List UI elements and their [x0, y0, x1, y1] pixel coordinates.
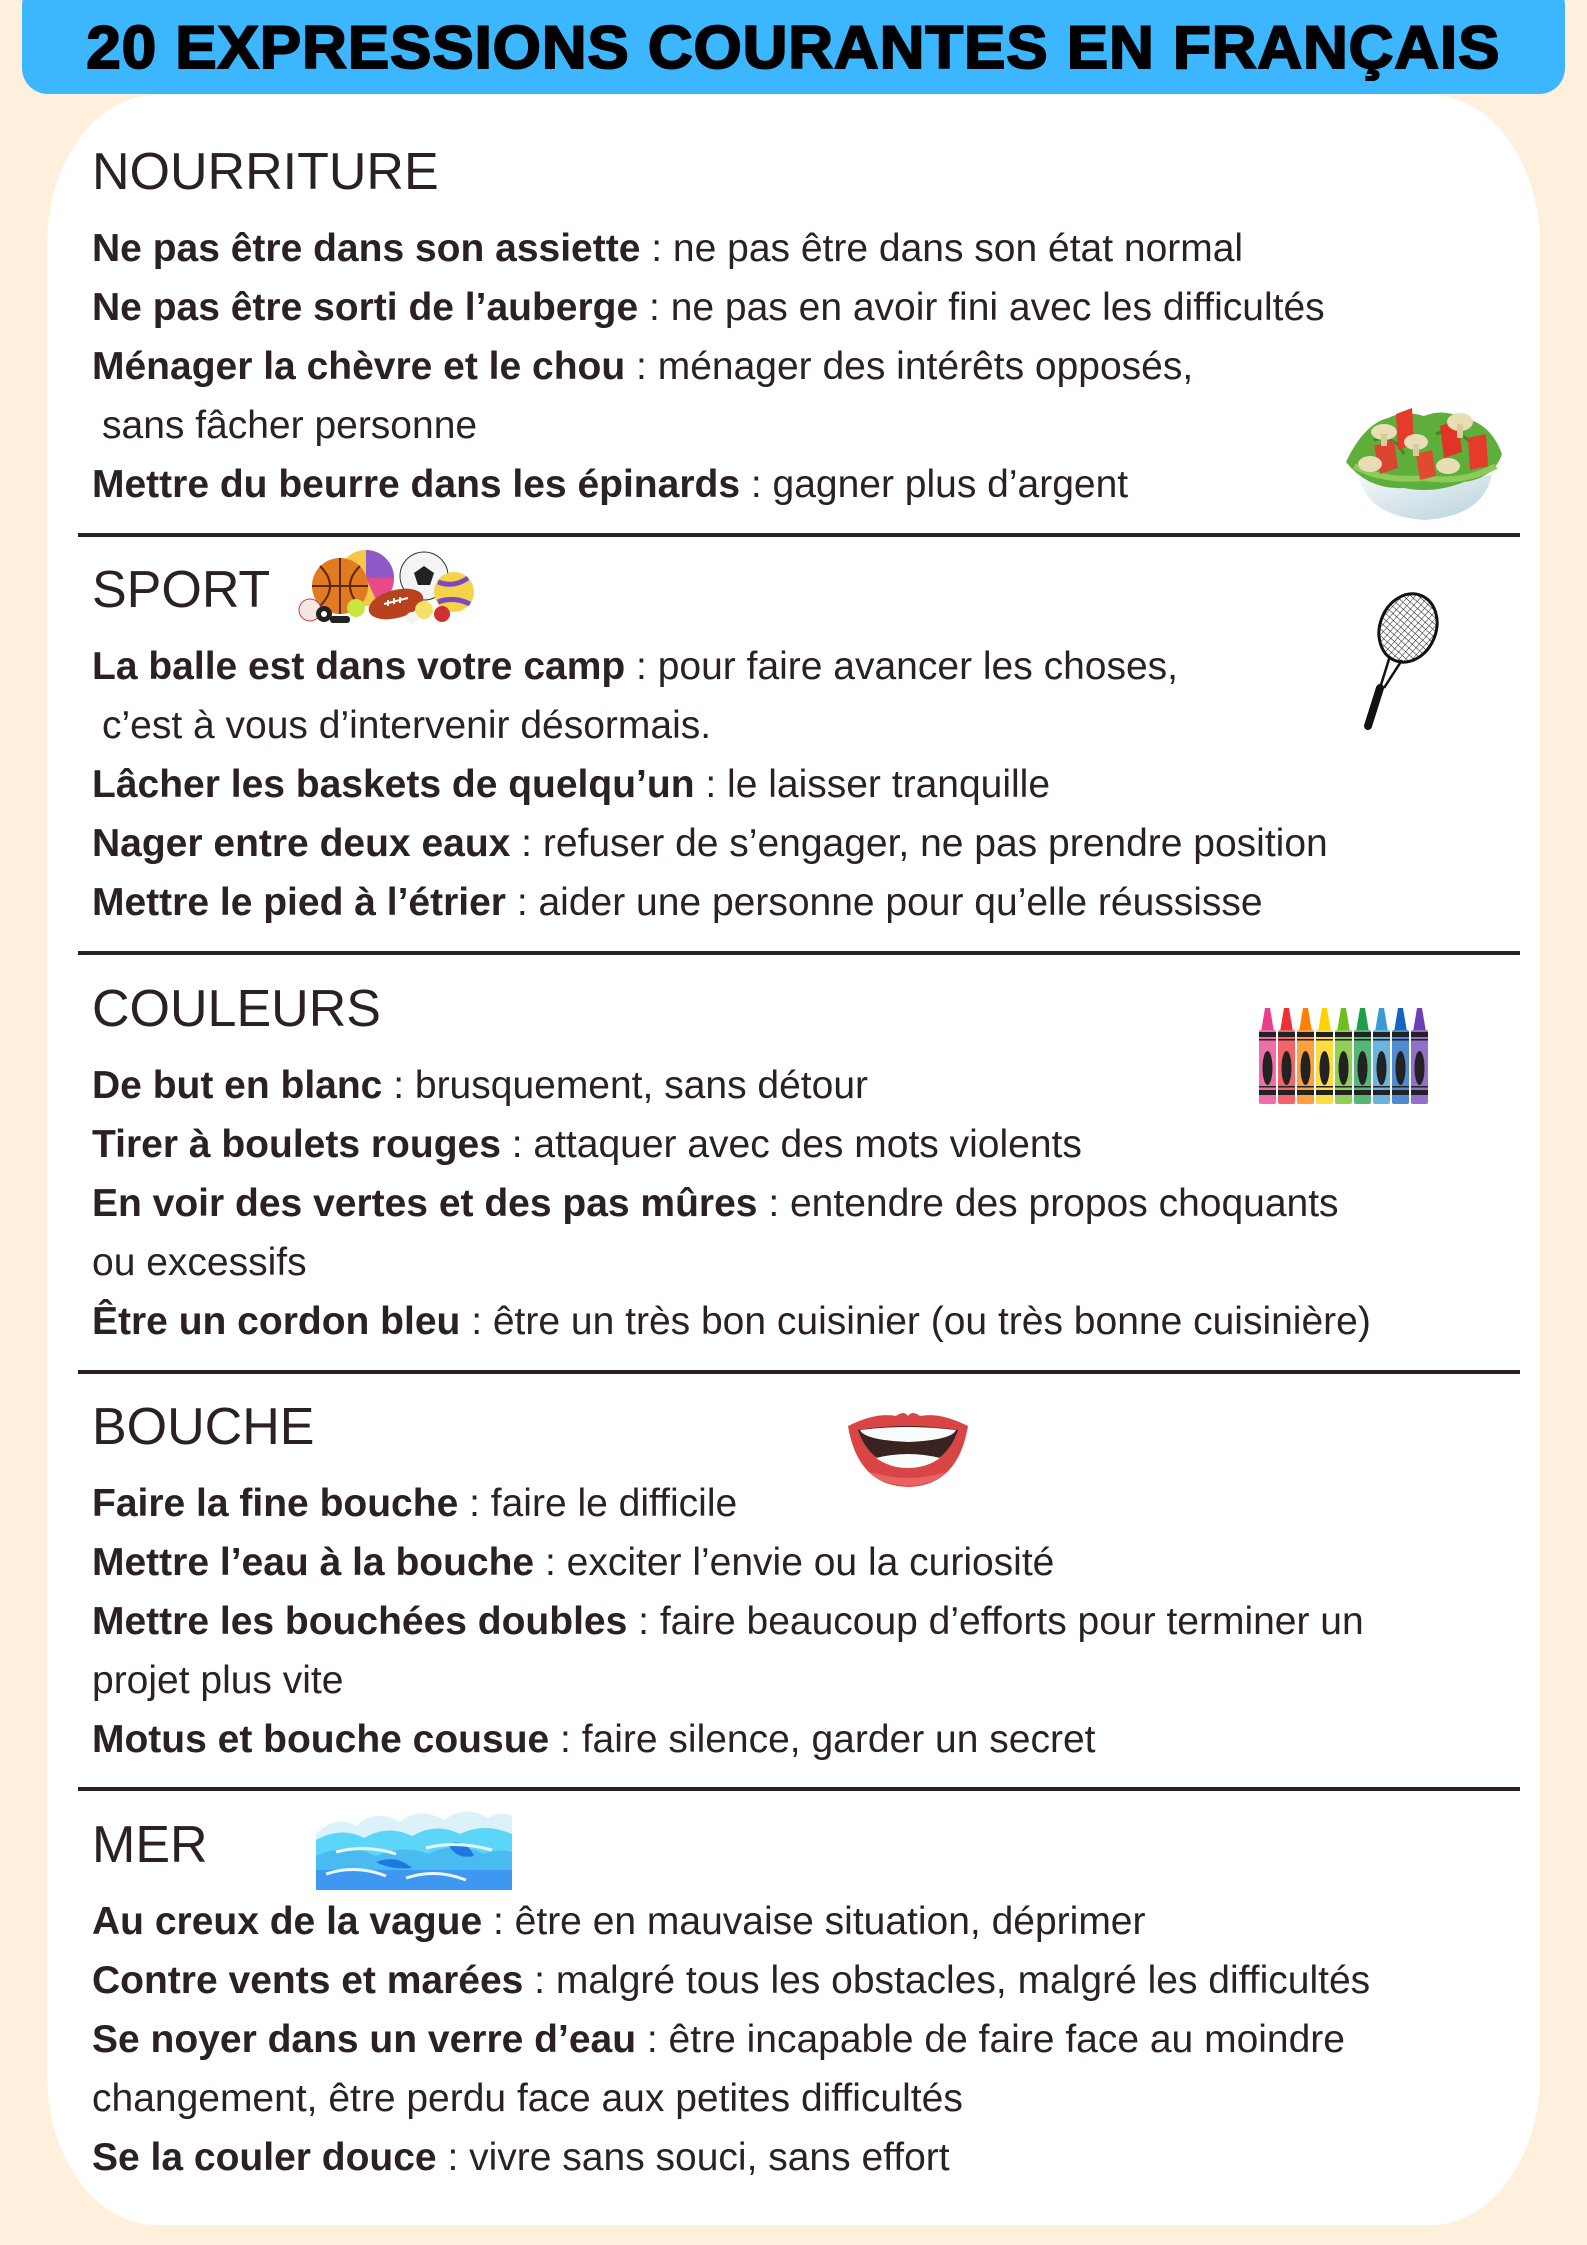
section-title: MER	[92, 1816, 208, 1874]
salad-bowl-icon	[1344, 404, 1506, 522]
expression-term: Lâcher les baskets de quelqu’un	[92, 763, 695, 806]
expression-term: La balle est dans votre camp	[92, 645, 626, 688]
expression-continuation: c’est à vous d’intervenir désormais.	[102, 704, 712, 747]
expression-item	[92, 224, 1243, 274]
expression-item	[92, 2015, 1345, 2065]
expression-term: Ne pas être sorti de l’auberge	[92, 286, 639, 329]
expression-term: De but en blanc	[92, 1064, 383, 1107]
expression-meaning: : gagner plus d’argent	[740, 463, 1129, 506]
expression-meaning: : faire le difficile	[458, 1482, 738, 1525]
crayons-icon	[1259, 1006, 1431, 1106]
expression-item	[92, 342, 1193, 392]
expression-item	[92, 283, 1325, 333]
section-title: COULEURS	[92, 980, 381, 1038]
section-title: SPORT	[92, 561, 271, 619]
expression-term: Au creux de la vague	[92, 1900, 483, 1943]
section-title: BOUCHE	[92, 1398, 315, 1456]
expression-item	[92, 642, 1178, 692]
expression-meaning: : aider une personne pour qu’elle réussisse	[505, 881, 1263, 924]
expression-term: Ménager la chèvre et le chou	[92, 345, 626, 388]
expression-item	[92, 1179, 1339, 1229]
page-title-text: 20 EXPRESSIONS COURANTES EN FRANÇAIS	[86, 13, 1501, 81]
expression-meaning: : entendre des propos choquants	[757, 1182, 1339, 1225]
expression-item	[92, 2133, 950, 2183]
expression-item	[92, 1479, 737, 1529]
expression-meaning: : malgré tous les obstacles, malgré les difficultés	[523, 1959, 1371, 2002]
expression-item	[92, 1538, 1054, 1588]
expression-meaning: : ne pas en avoir fini avec les difficultés	[638, 286, 1325, 329]
expression-term: Motus et bouche cousue	[92, 1718, 550, 1761]
expression-item	[92, 1597, 1364, 1647]
expression-term: Mettre l’eau à la bouche	[92, 1541, 535, 1584]
expression-item	[92, 760, 1050, 810]
expression-item	[92, 1715, 1095, 1765]
section-divider	[78, 533, 1520, 537]
expression-item	[92, 460, 1128, 510]
expression-item	[92, 878, 1263, 928]
expression-term: En voir des vertes et des pas mûres	[92, 1182, 758, 1225]
expression-meaning: : attaquer avec des mots violents	[500, 1123, 1082, 1166]
expression-meaning: : faire silence, garder un secret	[549, 1718, 1096, 1761]
expression-meaning: : ménager des intérêts opposés,	[625, 345, 1194, 388]
title-banner	[22, 0, 1565, 94]
expression-continuation: projet plus vite	[92, 1659, 344, 1702]
expression-term: Mettre le pied à l’étrier	[92, 881, 506, 924]
section-divider	[78, 951, 1520, 955]
expression-term: Se la couler douce	[92, 2136, 437, 2179]
expression-term: Ne pas être dans son assiette	[92, 227, 641, 270]
expression-item	[92, 1120, 1082, 1170]
expression-continuation: ou excessifs	[92, 1241, 307, 1284]
smiling-mouth-icon	[846, 1410, 970, 1488]
expression-meaning: : être incapable de faire face au moindre	[636, 2018, 1345, 2061]
expression-meaning: : pour faire avancer les choses,	[625, 645, 1178, 688]
expression-meaning: : brusquement, sans détour	[382, 1064, 868, 1107]
sports-balls-icon	[298, 548, 478, 624]
expression-continuation: sans fâcher personne	[102, 404, 478, 447]
expression-term: Faire la fine bouche	[92, 1482, 459, 1525]
expression-meaning: : ne pas être dans son état normal	[640, 227, 1244, 270]
expression-term: Se noyer dans un verre d’eau	[92, 2018, 637, 2061]
expression-term: Nager entre deux eaux	[92, 822, 511, 865]
expression-meaning: : refuser de s’engager, ne pas prendre position	[510, 822, 1328, 865]
page-title	[22, 0, 1565, 94]
expression-term: Mettre les bouchées doubles	[92, 1600, 628, 1643]
expression-item	[92, 819, 1328, 869]
section-divider	[78, 1370, 1520, 1374]
expression-meaning: : le laisser tranquille	[694, 763, 1051, 806]
expression-meaning: : exciter l’envie ou la curiosité	[534, 1541, 1055, 1584]
expression-meaning: : vivre sans souci, sans effort	[436, 2136, 950, 2179]
expression-item	[92, 1956, 1370, 2006]
expression-meaning: : être un très bon cuisinier (ou très bonne cuisinière)	[460, 1300, 1371, 1343]
tennis-racket-icon	[1356, 592, 1442, 730]
expression-item	[92, 1897, 1145, 1947]
sea-waves-icon	[316, 1804, 512, 1890]
expression-item	[92, 1061, 868, 1111]
expression-meaning: : être en mauvaise situation, déprimer	[482, 1900, 1146, 1943]
section-title: NOURRITURE	[92, 143, 439, 201]
expression-term: Être un cordon bleu	[92, 1300, 461, 1343]
section-divider	[78, 1787, 1520, 1791]
expression-term: Mettre du beurre dans les épinards	[92, 463, 741, 506]
expression-term: Tirer à boulets rouges	[92, 1123, 501, 1166]
expression-meaning: : faire beaucoup d’efforts pour terminer un	[627, 1600, 1364, 1643]
expression-item	[92, 1297, 1371, 1347]
expression-term: Contre vents et marées	[92, 1959, 524, 2002]
expression-continuation: changement, être perdu face aux petites difficultés	[92, 2077, 963, 2120]
